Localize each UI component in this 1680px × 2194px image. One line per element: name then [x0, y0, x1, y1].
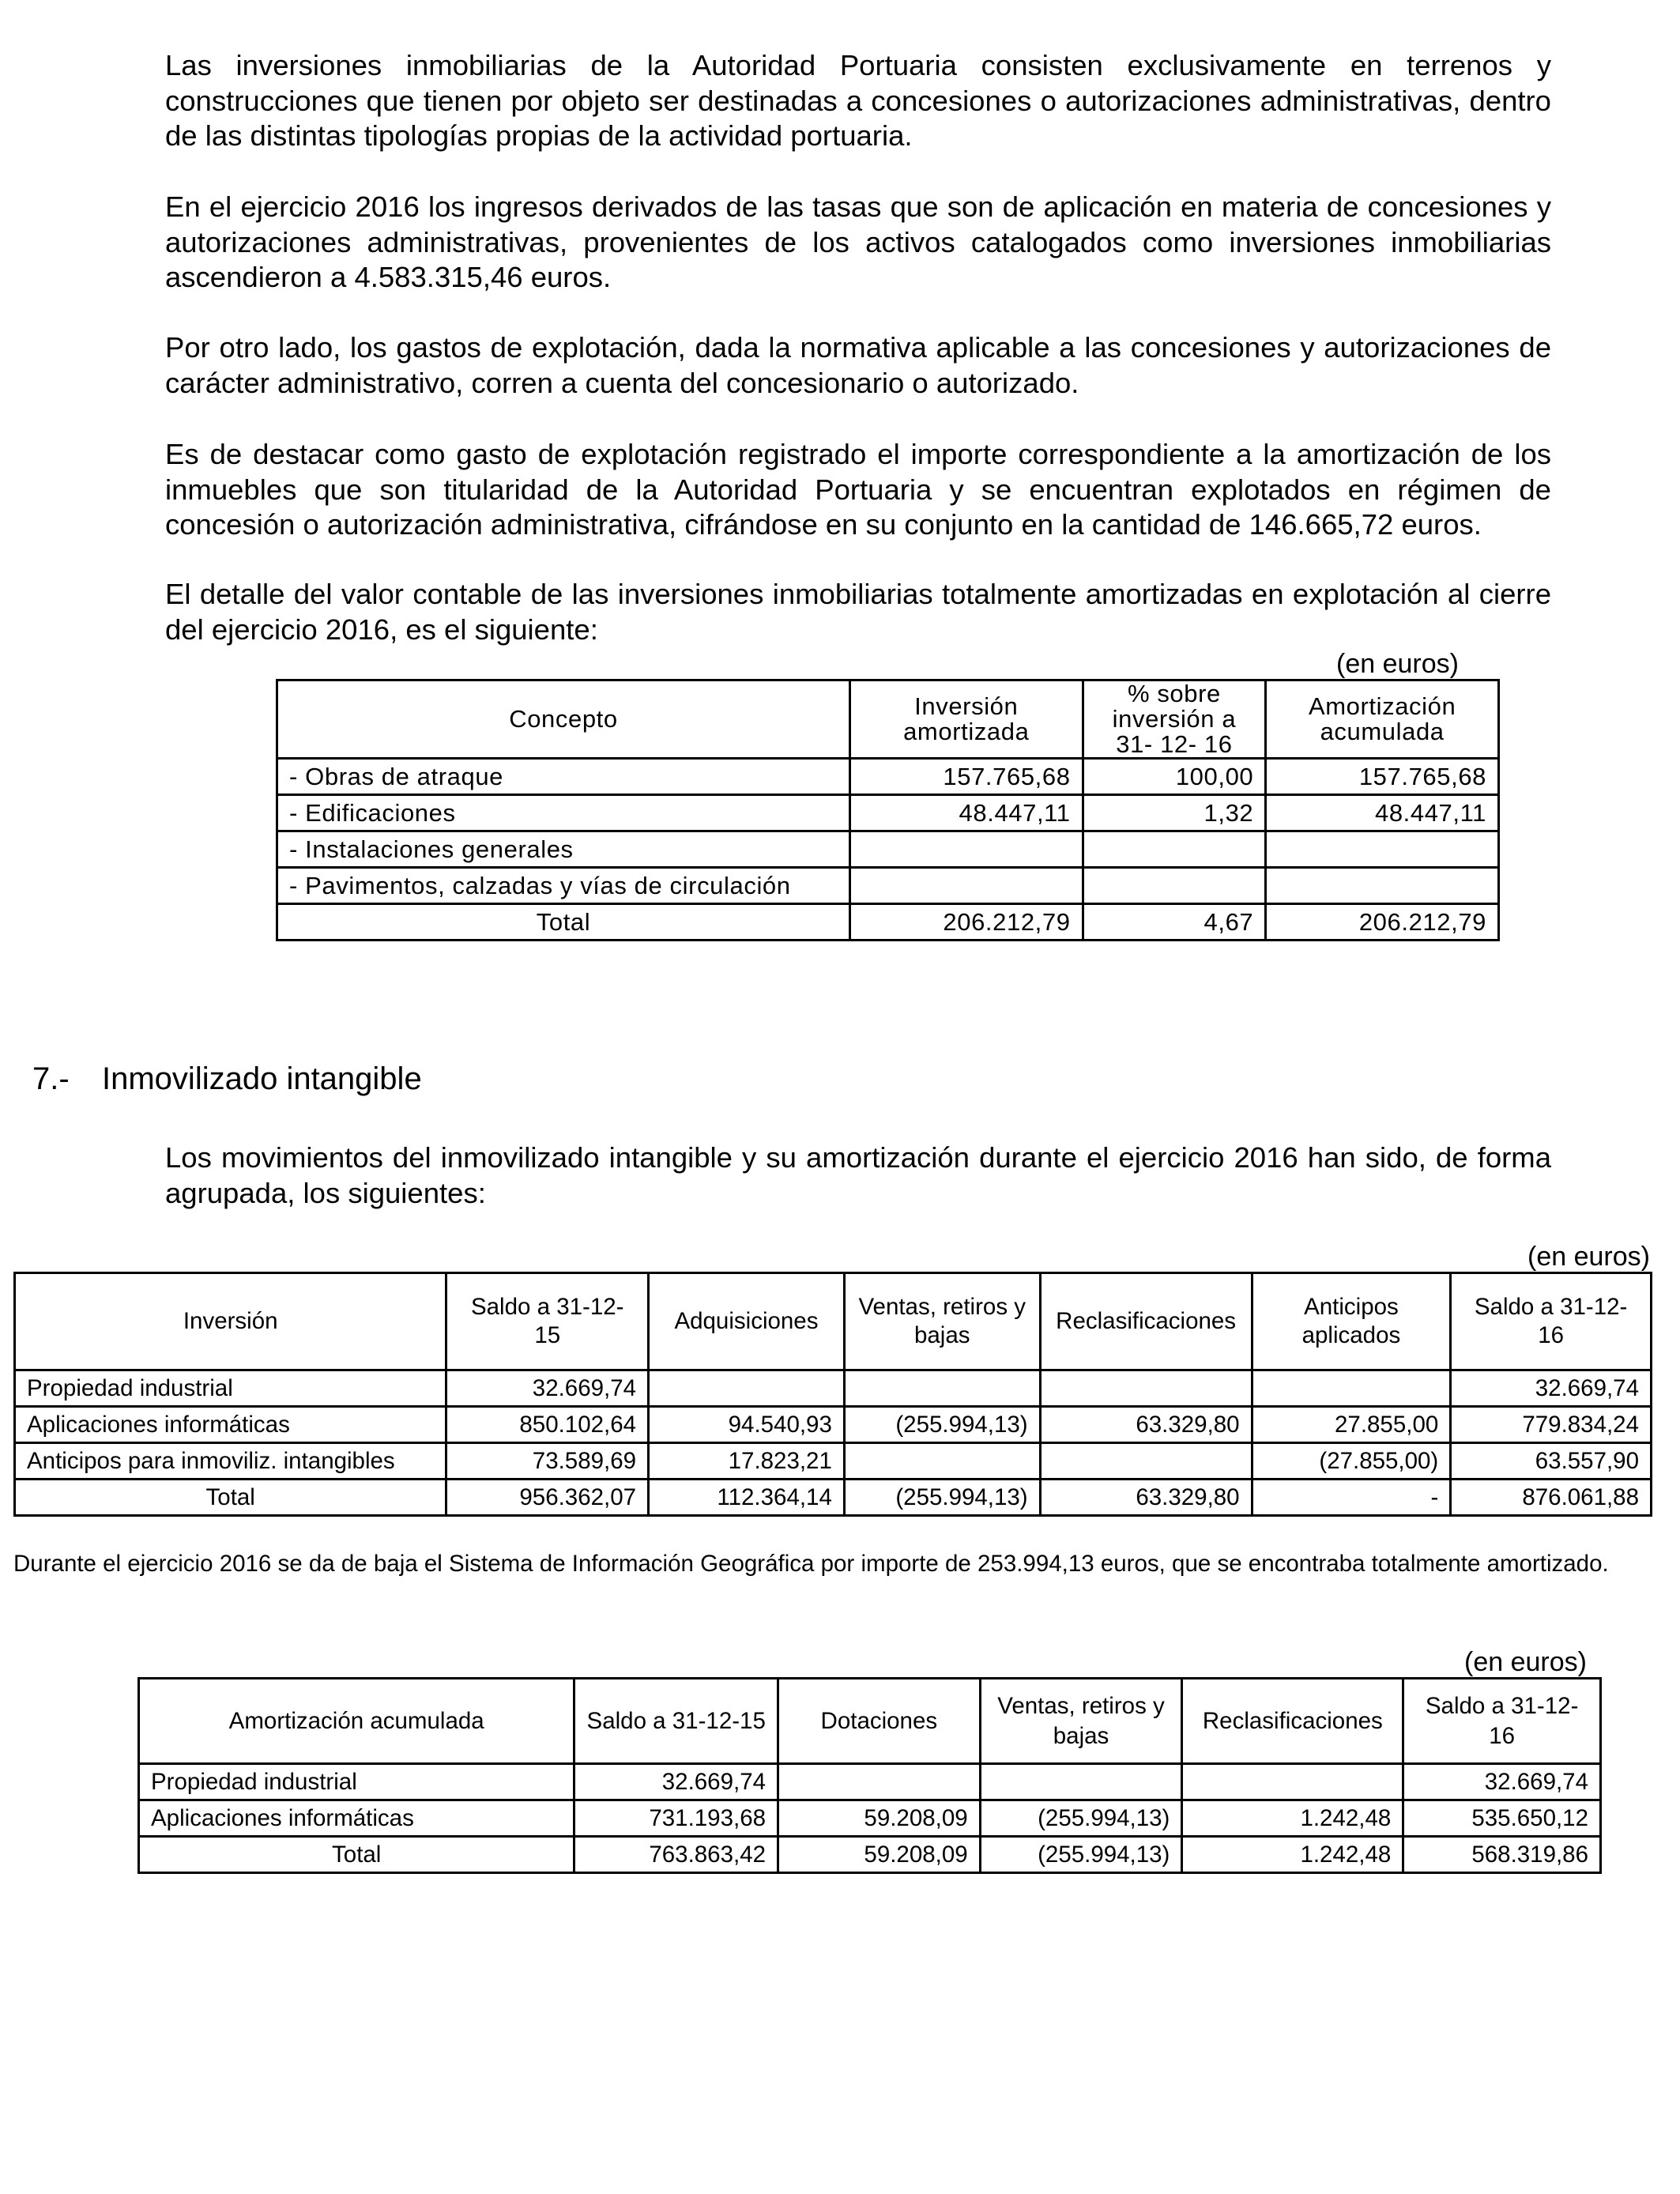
table1-total-row — [277, 904, 1499, 941]
table2-cell: 17.823,21 — [649, 1443, 845, 1480]
table3-header: Ventas, retiros y bajas — [980, 1679, 1182, 1764]
table1-total-cell: 206.212,79 — [1266, 904, 1499, 941]
table3-cell: 731.193,68 — [574, 1800, 778, 1837]
table3-cell: 1.242,48 — [1182, 1800, 1403, 1837]
table2-cell: 94.540,93 — [649, 1407, 845, 1443]
table3-header: Dotaciones — [778, 1679, 981, 1764]
table2-cell — [1040, 1443, 1252, 1480]
table2-total-cell: 112.364,14 — [649, 1480, 845, 1516]
table3-header: Saldo a 31-12-15 — [574, 1679, 778, 1764]
table2-total-cell: 63.329,80 — [1040, 1480, 1252, 1516]
table1-cell: 1,32 — [1083, 795, 1266, 831]
table-row — [15, 1443, 1652, 1480]
table1-cell — [1083, 868, 1266, 904]
table2-header: Ventas, retiros y bajas — [844, 1273, 1040, 1370]
table2-cell: 850.102,64 — [446, 1407, 649, 1443]
table3-total-cell: 59.208,09 — [778, 1837, 981, 1873]
paragraph-3: Por otro lado, los gastos de explotación, dada la normativa aplicable a las concesiones y autorizaciones de carácter administrativo, corren a cuenta del concesionario o autorizado. — [165, 331, 1551, 399]
table1-cell — [1083, 831, 1266, 868]
table-row — [277, 868, 1499, 904]
table3-cell — [778, 1764, 981, 1800]
paragraph-5: El detalle del valor contable de las inversiones inmobiliarias totalmente amortizadas en explotación al cierre del ejercicio 2016, es el siguiente: — [165, 578, 1551, 646]
table-inversion-intangible — [13, 1272, 1652, 1517]
table2-unit: (en euros) — [1527, 1242, 1650, 1272]
table1-cell: 48.447,11 — [849, 795, 1083, 831]
table2-total-row — [15, 1480, 1652, 1516]
table2-header: Anticipos aplicados — [1252, 1273, 1451, 1370]
table1-header-concepto: Concepto — [277, 680, 850, 759]
table-row — [277, 831, 1499, 868]
table2-cell: 32.669,74 — [446, 1370, 649, 1407]
table1-header-porcentaje: % sobre inversión a 31- 12- 16 — [1083, 680, 1266, 759]
table-inversiones-amortizadas — [276, 679, 1500, 941]
table2-cell: Aplicaciones informáticas — [15, 1407, 446, 1443]
table3-header: Saldo a 31-12-16 — [1403, 1679, 1601, 1764]
table2-cell — [649, 1370, 845, 1407]
table1-total-cell: 206.212,79 — [849, 904, 1083, 941]
table2-cell: Propiedad industrial — [15, 1370, 446, 1407]
paragraph-4: Es de destacar como gasto de explotación registrado el importe correspondiente a la amortización de los inmuebles que son titularidad de la Autoridad Portuaria y se encuentran explotados en régimen de concesión o autorización administrativa, cifrándose en su conjunto en la cantidad de 146.665,72 euros. — [165, 438, 1551, 541]
table2-cell — [844, 1370, 1040, 1407]
section-heading — [32, 1059, 422, 1099]
table2-cell: (27.855,00) — [1252, 1443, 1451, 1480]
table-row — [139, 1764, 1601, 1800]
table1-cell: - Edificaciones — [277, 795, 850, 831]
table1-cell: 157.765,68 — [849, 759, 1083, 795]
note-text: Durante el ejercicio 2016 se da de baja el Sistema de Información Geográfica por importe de 253.994,13 euros, que se encontraba totalmente amortizado. — [13, 1551, 1609, 1577]
table-amortizacion-acumulada — [137, 1677, 1602, 1874]
table3-cell — [980, 1764, 1182, 1800]
table2-cell — [1040, 1370, 1252, 1407]
table3-cell — [1182, 1764, 1403, 1800]
table2-cell: 63.557,90 — [1451, 1443, 1652, 1480]
table2-cell: 63.329,80 — [1040, 1407, 1252, 1443]
section-intro: Los movimientos del inmovilizado intangible y su amortización durante el ejercicio 2016 han sido, de forma agrupada, los siguientes: — [165, 1141, 1551, 1209]
table2-cell: 32.669,74 — [1451, 1370, 1652, 1407]
table3-cell: 32.669,74 — [1403, 1764, 1601, 1800]
table2-cell: 27.855,00 — [1252, 1407, 1451, 1443]
table1-header-inversion: Inversión amortizada — [849, 680, 1083, 759]
table2-total-label: Total — [15, 1480, 446, 1516]
table3-total-cell: 763.863,42 — [574, 1837, 778, 1873]
table2-cell: 779.834,24 — [1451, 1407, 1652, 1443]
section-number: 7.- — [32, 1061, 70, 1096]
table-row — [277, 759, 1499, 795]
table2-cell: 73.589,69 — [446, 1443, 649, 1480]
table2-total-cell: (255.994,13) — [844, 1480, 1040, 1516]
table3-cell: 32.669,74 — [574, 1764, 778, 1800]
section-title: Inmovilizado intangible — [102, 1061, 422, 1096]
paragraph-2: En el ejercicio 2016 los ingresos derivados de las tasas que son de aplicación en materia de concesiones y autorizaciones administrativas, provenientes de los activos catalogados como inversiones inmobiliarias ascendieron a 4.583.315,46 euros. — [165, 190, 1551, 293]
table3-cell: Propiedad industrial — [139, 1764, 574, 1800]
table2-cell: Anticipos para inmoviliz. intangibles — [15, 1443, 446, 1480]
table1-total-cell: 4,67 — [1083, 904, 1266, 941]
table3-cell: (255.994,13) — [980, 1800, 1182, 1837]
table-row — [277, 795, 1499, 831]
table2-cell — [1252, 1370, 1451, 1407]
table3-header: Amortización acumulada — [139, 1679, 574, 1764]
table3-cell: 59.208,09 — [778, 1800, 981, 1837]
table3-total-row — [139, 1837, 1601, 1873]
table1-cell: 157.765,68 — [1266, 759, 1499, 795]
table2-cell: (255.994,13) — [844, 1407, 1040, 1443]
table2-header: Reclasificaciones — [1040, 1273, 1252, 1370]
table1-cell: - Obras de atraque — [277, 759, 850, 795]
table2-header-row — [15, 1273, 1652, 1370]
table3-header-row — [139, 1679, 1601, 1764]
table-row — [139, 1800, 1601, 1837]
table3-total-label: Total — [139, 1837, 574, 1873]
table1-unit: (en euros) — [1336, 649, 1459, 679]
table2-cell — [844, 1443, 1040, 1480]
table3-total-cell: 1.242,48 — [1182, 1837, 1403, 1873]
table3-cell: Aplicaciones informáticas — [139, 1800, 574, 1837]
table1-cell: 48.447,11 — [1266, 795, 1499, 831]
table3-total-cell: 568.319,86 — [1403, 1837, 1601, 1873]
table2-total-cell: - — [1252, 1480, 1451, 1516]
table2-total-cell: 876.061,88 — [1451, 1480, 1652, 1516]
table-row — [15, 1407, 1652, 1443]
table1-cell — [849, 868, 1083, 904]
table1-cell — [1266, 831, 1499, 868]
table3-cell: 535.650,12 — [1403, 1800, 1601, 1837]
table2-header: Saldo a 31-12-15 — [446, 1273, 649, 1370]
table2-total-cell: 956.362,07 — [446, 1480, 649, 1516]
table-row — [15, 1370, 1652, 1407]
table3-total-cell: (255.994,13) — [980, 1837, 1182, 1873]
table1-total-label: Total — [277, 904, 850, 941]
table1-cell — [1266, 868, 1499, 904]
table1-cell: - Pavimentos, calzadas y vías de circulación — [277, 868, 850, 904]
table1-header-amortizacion: Amortización acumulada — [1266, 680, 1499, 759]
table1-cell: - Instalaciones generales — [277, 831, 850, 868]
table3-header: Reclasificaciones — [1182, 1679, 1403, 1764]
table2-header: Adquisiciones — [649, 1273, 845, 1370]
table2-header: Saldo a 31-12-16 — [1451, 1273, 1652, 1370]
table1-cell: 100,00 — [1083, 759, 1266, 795]
table1-cell — [849, 831, 1083, 868]
paragraph-1: Las inversiones inmobiliarias de la Autoridad Portuaria consisten exclusivamente en terrenos y construcciones que tienen por objeto ser destinadas a concesiones o autorizaciones administrativas, dentro de las distintas tipologías propias de la actividad portuaria. — [165, 49, 1551, 152]
table1-header-row — [277, 680, 1499, 759]
table3-unit: (en euros) — [1464, 1647, 1587, 1677]
table2-header: Inversión — [15, 1273, 446, 1370]
